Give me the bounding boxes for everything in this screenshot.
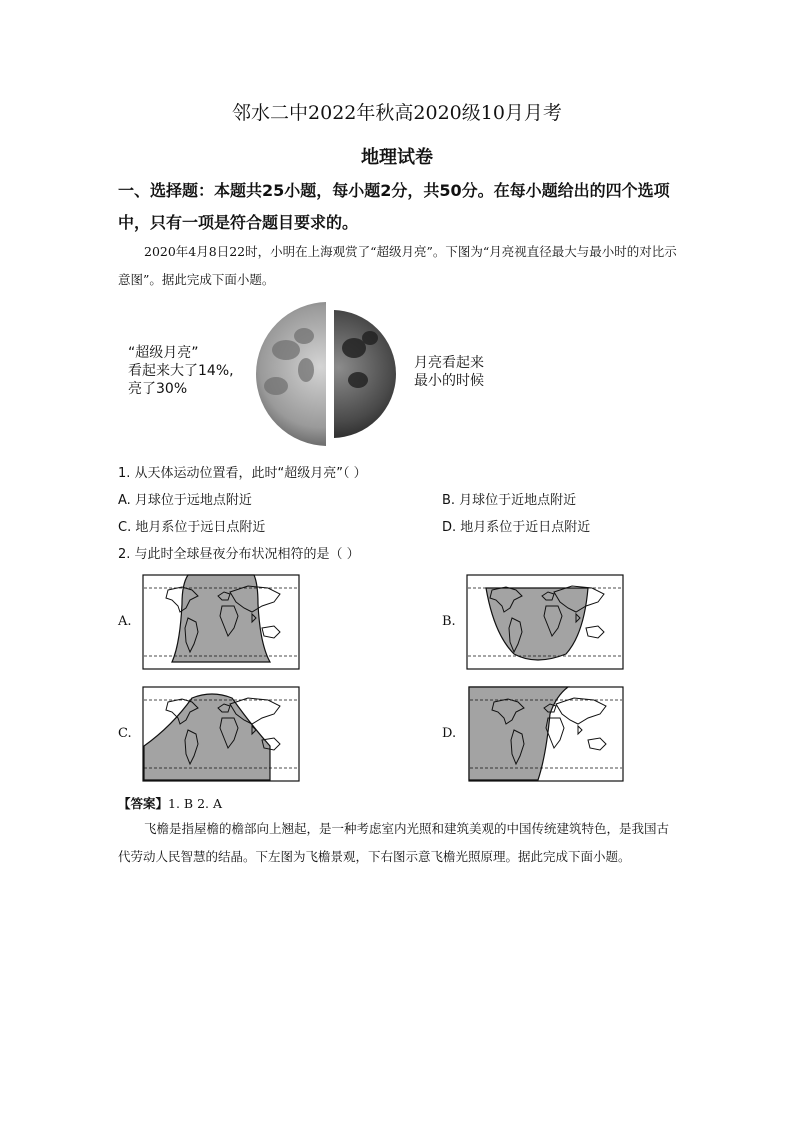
question-group-2-intro: 飞檐是指屋檐的檐部向上翘起，是一种考虑室内光照和建筑美观的中国传统建筑特色，是我国古代劳动人民智慧的结晶。下左图为飞檐景观，下右图示意飞檐光照原理。据此完成下面小题。 (118, 821, 670, 864)
exam-subtitle: 地理试卷 (361, 147, 433, 168)
q2-option-a-label[interactable]: A. (118, 614, 132, 629)
small-moon-label: 月亮看起来 最小的时候 (414, 355, 484, 389)
super-moon-label: “超级月亮” 看起来大了14%, 亮了30% (128, 345, 234, 397)
question-group-intro: 2020年4月8日22时，小明在上海观赏了“超级月亮”。下图为“月亮视直径最大与最小时的对比示意图”。据此完成下面小题。 (118, 244, 677, 287)
q1-option-b[interactable]: B. 月球位于近地点附近 (442, 493, 577, 508)
q2-option-d-map[interactable] (468, 686, 624, 782)
q2-option-b-map[interactable] (466, 574, 624, 670)
section-heading: 一、选择题：本题共25小题，每小题2分，共50分。在每小题给出的四个选项中，只有一项是符合题目要求的。 (118, 181, 670, 232)
q1-option-d[interactable]: D. 地月系位于近日点附近 (442, 520, 591, 535)
question-1-stem: 1. 从天体运动位置看，此时“超级月亮”（ ） (118, 466, 367, 481)
moon-image (246, 300, 416, 446)
q2-option-d-label[interactable]: D. (442, 726, 457, 741)
moon-comparison-figure (118, 298, 518, 448)
q1-option-a[interactable]: A. 月球位于远地点附近 (118, 493, 252, 508)
answer-tag: 【答案】 (118, 796, 169, 811)
q2-option-b-label[interactable]: B. (442, 614, 456, 629)
q2-option-c-map[interactable] (142, 686, 300, 782)
exam-title: 邻水二中2022年秋高2020级10月月考 (232, 102, 562, 124)
q2-option-c-label[interactable]: C. (118, 726, 132, 741)
q2-option-a-map[interactable] (142, 574, 300, 670)
answer-text: 1. B 2. A (168, 796, 223, 811)
answer-line (118, 794, 222, 812)
question-2-stem: 2. 与此时全球昼夜分布状况相符的是（ ） (118, 547, 360, 562)
q1-option-c[interactable]: C. 地月系位于远日点附近 (118, 520, 266, 535)
